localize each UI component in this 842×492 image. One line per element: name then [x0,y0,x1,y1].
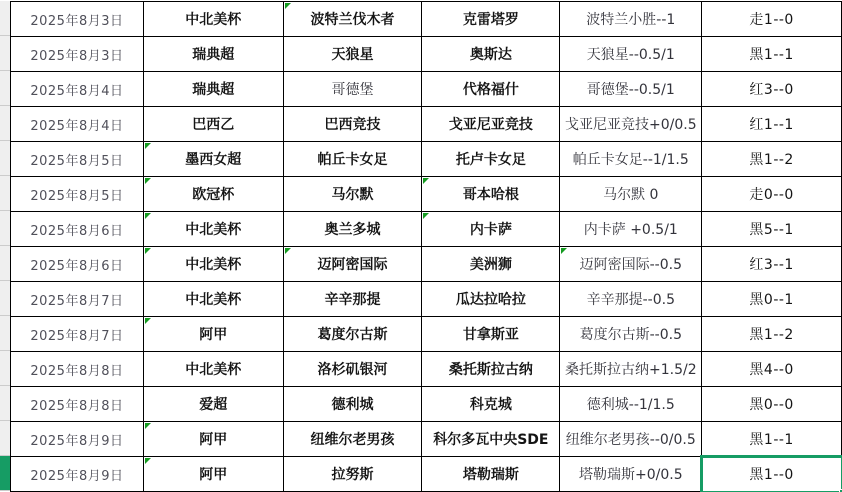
cell-home-team[interactable] [283,142,422,177]
cell-handicap-text: 马尔默 0 [603,187,659,203]
cell-date-text: 2025年8月3日 [30,48,124,64]
cell-league[interactable] [143,387,283,422]
gutter-segment [0,316,10,351]
cell-away-team[interactable] [422,387,560,422]
cell-handicap-text: 塔勒瑞斯+0/0.5 [578,467,683,483]
cell-home-team[interactable] [283,212,422,247]
cell-away-team-text: 科克城 [469,397,512,413]
gutter-segment [0,141,10,176]
cell-away-team[interactable] [422,247,560,282]
cell-result[interactable] [702,282,842,317]
cell-handicap-text: 德利城--1/1.5 [586,397,675,413]
gutter-segment [0,71,10,106]
cell-away-team-text: 代格福什 [462,82,519,98]
cell-away-team[interactable] [422,72,560,107]
cell-date-text: 2025年8月4日 [30,118,124,134]
gutter-segment [0,351,10,386]
cell-home-team[interactable] [283,72,422,107]
cell-date-text: 2025年8月6日 [30,223,124,239]
comment-indicator-icon [145,458,151,464]
cell-handicap-text: 内卡萨 +0.5/1 [583,222,678,238]
cell-date[interactable] [11,457,144,492]
cell-away-team-text: 克雷塔罗 [462,12,519,28]
cell-result[interactable] [702,2,842,37]
cell-home-team[interactable] [283,247,422,282]
cell-date-text: 2025年8月6日 [30,258,124,274]
cell-handicap-text: 纽维尔老男孩--0/0.5 [565,432,696,448]
table-row [11,457,842,492]
cell-league-text: 瑞典超 [192,47,235,63]
cell-result[interactable] [702,177,842,212]
cell-league-text: 中北美杯 [185,362,242,378]
cell-handicap-text: 戈亚尼亚竞技+0/0.5 [564,117,697,133]
cell-date-text: 2025年8月8日 [30,398,124,414]
table-row [11,422,842,457]
cell-league-text: 中北美杯 [185,12,242,28]
gutter-segment [0,281,10,316]
cell-result[interactable] [702,142,842,177]
cell-home-team[interactable] [283,37,422,72]
cell-handicap[interactable] [560,317,702,352]
cell-home-team-text: 哥德堡 [331,82,374,98]
cell-result-text: 黑0--1 [749,292,794,308]
cell-date[interactable] [11,37,144,72]
comment-indicator-icon [145,318,151,324]
cell-league[interactable] [143,317,283,352]
table-row [11,247,842,282]
table-row [11,107,842,142]
cell-handicap[interactable] [560,282,702,317]
cell-home-team-text: 迈阿密国际 [317,257,388,273]
cell-league-text: 阿甲 [199,467,228,483]
cell-date[interactable] [11,72,144,107]
cell-league[interactable] [143,457,283,492]
comment-indicator-icon [145,143,151,149]
cell-date-text: 2025年8月8日 [30,363,124,379]
cell-result-text: 走0--0 [749,187,794,203]
cell-league[interactable] [143,2,283,37]
cell-result-text: 黑1--0 [749,467,794,483]
cell-date[interactable] [11,387,144,422]
cell-handicap[interactable] [560,422,702,457]
fill-handle[interactable] [839,489,842,492]
comment-indicator-icon [285,248,291,254]
cell-away-team[interactable] [422,2,560,37]
cell-away-team[interactable] [422,317,560,352]
cell-date[interactable] [11,282,144,317]
table-body [11,2,842,492]
cell-away-team[interactable] [422,352,560,387]
cell-home-team-text: 辛辛那提 [324,292,381,308]
gutter-segment [0,246,10,281]
cell-date-text: 2025年8月3日 [30,13,124,29]
cell-home-team[interactable] [283,387,422,422]
cell-date[interactable] [11,247,144,282]
cell-away-team-text: 戈亚尼亚竞技 [448,117,533,133]
cell-away-team[interactable] [422,142,560,177]
comment-indicator-icon [285,3,291,9]
cell-date[interactable] [11,2,144,37]
cell-home-team[interactable] [283,317,422,352]
cell-away-team[interactable] [422,282,560,317]
cell-league[interactable] [143,107,283,142]
cell-date[interactable] [11,107,144,142]
cell-result-text: 走1--0 [749,12,794,28]
table-row [11,387,842,422]
cell-date-text: 2025年8月5日 [30,153,124,169]
cell-away-team[interactable] [422,107,560,142]
cell-home-team-text: 葛度尔古斯 [317,327,388,343]
cell-home-team[interactable] [283,2,422,37]
table-row [11,142,842,177]
cell-home-team-text: 天狼星 [331,47,374,63]
cell-away-team[interactable] [422,212,560,247]
gutter-segment [0,106,10,141]
cell-away-team-text: 科尔多瓦中央SDE [433,432,549,448]
comment-indicator-icon [145,213,151,219]
cell-date[interactable] [11,212,144,247]
cell-date-text: 2025年8月9日 [30,433,124,449]
comment-indicator-icon [561,248,567,254]
cell-league[interactable] [143,247,283,282]
cell-date-text: 2025年8月5日 [30,188,124,204]
cell-league-text: 中北美杯 [185,222,242,238]
cell-result-text: 黑1--1 [749,432,794,448]
cell-handicap[interactable] [560,352,702,387]
cell-home-team[interactable] [283,107,422,142]
cell-date[interactable] [11,317,144,352]
cell-handicap[interactable] [560,2,702,37]
cell-home-team-text: 奥兰多城 [324,222,381,238]
cell-home-team-text: 波特兰伐木者 [310,12,395,28]
cell-handicap-text: 葛度尔古斯--0.5 [579,327,682,343]
cell-result[interactable] [702,72,842,107]
cell-result-text: 红1--1 [749,117,794,133]
cell-home-team-text: 巴西竞技 [324,117,381,133]
cell-handicap-text: 桑托斯拉古纳+1.5/2 [564,362,697,378]
table-row [11,37,842,72]
cell-result-text: 黑1--1 [749,47,794,63]
table-row [11,212,842,247]
cell-away-team-text: 甘拿斯亚 [462,327,519,343]
table-row [11,317,842,352]
cell-home-team-text: 马尔默 [331,187,374,203]
cell-league-text: 墨西女超 [185,152,242,168]
cell-handicap-text: 帕丘卡女足--1/1.5 [572,152,689,168]
cell-handicap[interactable] [560,212,702,247]
cell-league[interactable] [143,37,283,72]
cell-handicap[interactable] [560,37,702,72]
comment-indicator-icon [145,423,151,429]
cell-handicap-text: 辛辛那提--0.5 [586,292,675,308]
cell-home-team[interactable] [283,422,422,457]
table-row [11,72,842,107]
cell-home-team-text: 帕丘卡女足 [317,152,388,168]
gutter-segment [0,211,10,246]
gutter-segment [0,386,10,421]
table-row [11,352,842,387]
cell-date[interactable] [11,177,144,212]
cell-result-text: 红3--1 [749,257,794,273]
cell-away-team[interactable] [422,37,560,72]
cell-handicap[interactable] [560,387,702,422]
cell-date[interactable] [11,142,144,177]
cell-result[interactable] [702,107,842,142]
cell-handicap[interactable] [560,72,702,107]
comment-indicator-icon [145,248,151,254]
table-row [11,282,842,317]
cell-league-text: 中北美杯 [185,257,242,273]
cell-home-team[interactable] [283,282,422,317]
cell-league[interactable] [143,352,283,387]
cell-handicap-text: 哥德堡--0.5/1 [586,82,675,98]
cell-away-team-text: 瓜达拉哈拉 [455,292,526,308]
cell-away-team-text: 奥斯达 [469,47,512,63]
cell-league-text: 中北美杯 [185,292,242,308]
cell-result[interactable] [702,317,842,352]
cell-result-text: 红3--0 [749,82,794,98]
comment-indicator-icon [145,178,151,184]
cell-home-team[interactable] [283,352,422,387]
cell-away-team-text: 内卡萨 [469,222,512,238]
cell-league-text: 阿甲 [199,327,228,343]
cell-date[interactable] [11,422,144,457]
cell-result-text: 黑5--1 [749,222,794,238]
cell-result[interactable] [702,457,842,492]
active-row-indicator [0,456,10,491]
cell-league[interactable] [143,282,283,317]
cell-home-team-text: 拉努斯 [331,467,374,483]
cell-result[interactable] [702,387,842,422]
comment-indicator-icon [423,213,429,219]
cell-result[interactable] [702,212,842,247]
cell-date-text: 2025年8月4日 [30,83,124,99]
cell-league-text: 爱超 [199,397,228,413]
cell-league-text: 欧冠杯 [192,187,235,203]
cell-handicap[interactable] [560,177,702,212]
cell-handicap[interactable] [560,107,702,142]
cell-result[interactable] [702,37,842,72]
cell-away-team[interactable] [422,177,560,212]
cell-league-text: 瑞典超 [192,82,235,98]
cell-away-team[interactable] [422,422,560,457]
cell-handicap[interactable] [560,457,702,492]
cell-result[interactable] [702,247,842,282]
table-row [11,2,842,37]
cell-league-text: 巴西乙 [192,117,235,133]
cell-date-text: 2025年8月7日 [30,293,124,309]
cell-result[interactable] [702,352,842,387]
cell-handicap[interactable] [560,142,702,177]
results-table [10,1,842,492]
gutter-segment [0,1,10,36]
cell-league[interactable] [143,72,283,107]
cell-result-text: 黑4--0 [749,362,794,378]
cell-handicap[interactable] [560,247,702,282]
cell-handicap-text: 天狼星--0.5/1 [586,47,675,63]
cell-result[interactable] [702,422,842,457]
cell-home-team-text: 洛杉矶银河 [317,362,388,378]
cell-home-team-text: 纽维尔老男孩 [310,432,395,448]
cell-home-team[interactable] [283,177,422,212]
cell-result-text: 黑0--0 [749,397,794,413]
cell-away-team-text: 桑托斯拉古纳 [448,362,533,378]
cell-date-text: 2025年8月9日 [30,468,124,484]
comment-indicator-icon [423,178,429,184]
cell-league[interactable] [143,177,283,212]
row-header-gutter [0,1,10,491]
cell-league[interactable] [143,142,283,177]
cell-home-team[interactable] [283,457,422,492]
cell-away-team-text: 托卢卡女足 [455,152,526,168]
gutter-segment [0,176,10,211]
cell-date[interactable] [11,352,144,387]
cell-away-team-text: 美洲狮 [469,257,512,273]
cell-result-text: 黑1--2 [749,152,794,168]
table-row [11,177,842,212]
cell-home-team-text: 德利城 [331,397,374,413]
cell-away-team[interactable] [422,457,560,492]
cell-league[interactable] [143,212,283,247]
cell-result-text: 黑1--2 [749,327,794,343]
cell-handicap-text: 波特兰小胜--1 [586,12,676,28]
gutter-segment [0,421,10,456]
cell-date-text: 2025年8月7日 [30,328,124,344]
gutter-segment [0,36,10,71]
cell-away-team-text: 哥本哈根 [462,187,519,203]
cell-handicap-text: 迈阿密国际--0.5 [579,257,682,273]
cell-league-text: 阿甲 [199,432,228,448]
cell-away-team-text: 塔勒瑞斯 [462,467,519,483]
cell-league[interactable] [143,422,283,457]
